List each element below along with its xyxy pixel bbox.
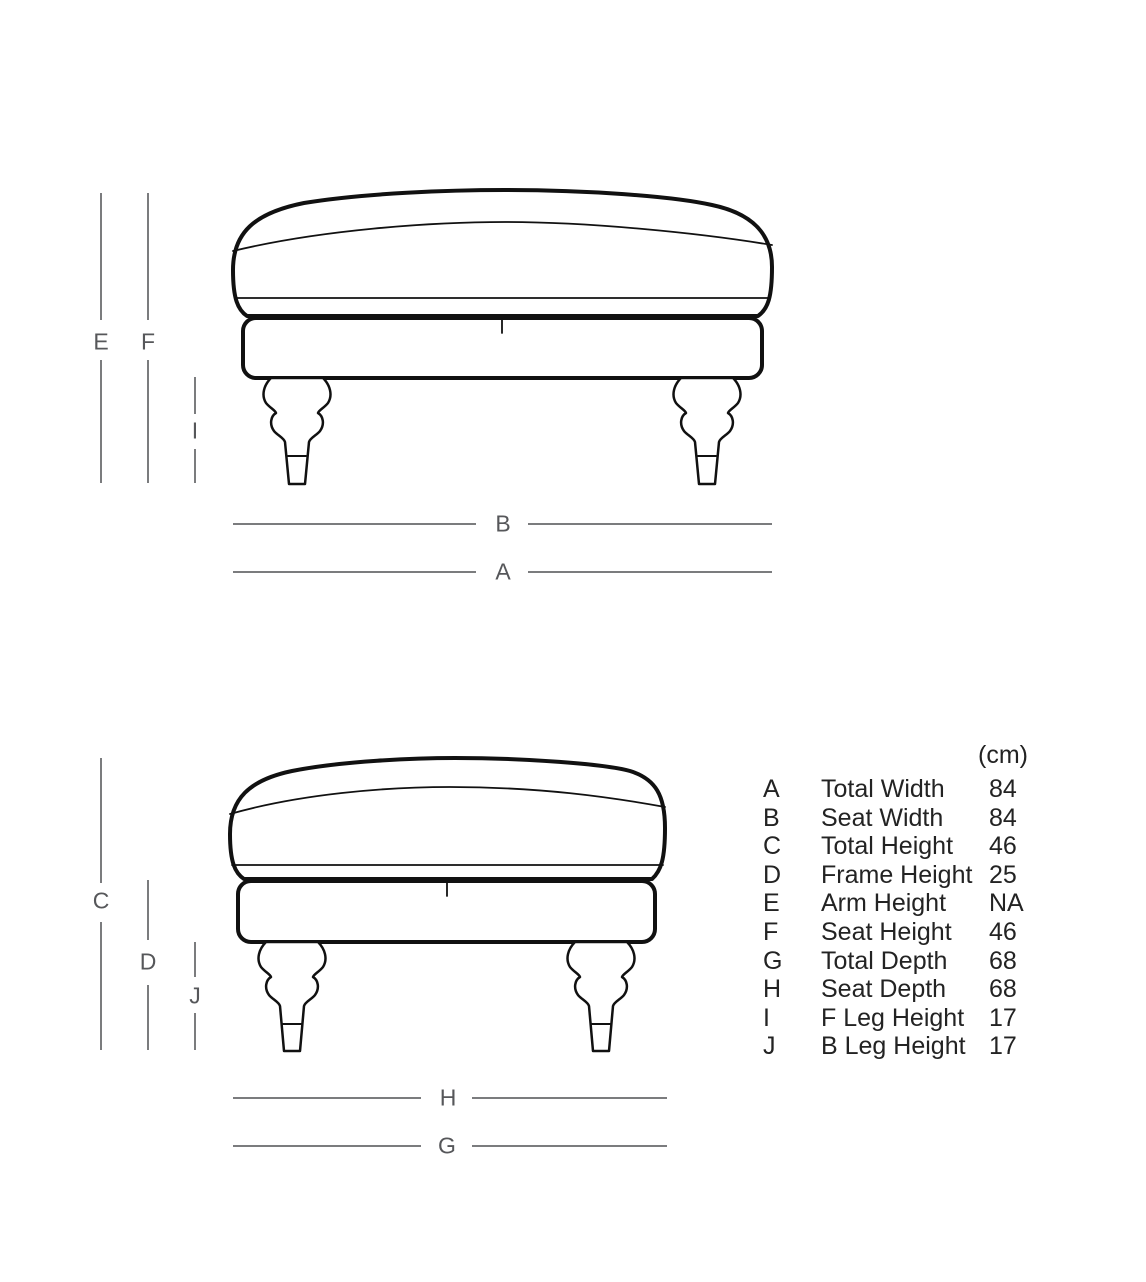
table-row	[763, 889, 1049, 918]
row-key: J	[763, 1032, 776, 1061]
row-label: B Leg Height	[821, 1032, 966, 1061]
row-label: Total Height	[821, 832, 954, 861]
row-value: 25	[989, 860, 1017, 889]
row-value: NA	[989, 889, 1024, 918]
row-label: Total Depth	[821, 946, 948, 975]
table-row	[763, 804, 1049, 833]
row-label: Frame Height	[821, 860, 973, 889]
spec-table	[763, 775, 1049, 1061]
dim-label-i: I	[191, 417, 199, 444]
row-label: F Leg Height	[821, 1003, 965, 1032]
row-value: 84	[989, 775, 1017, 803]
unit-label: (cm)	[978, 741, 1028, 769]
table-row	[763, 975, 1049, 1004]
table-row	[763, 1004, 1049, 1033]
row-key: G	[763, 946, 783, 975]
row-key: I	[763, 1003, 770, 1032]
dim-label-b: B	[495, 510, 511, 537]
row-value: 17	[989, 1003, 1017, 1032]
row-value: 68	[989, 975, 1017, 1004]
dim-label-a: A	[495, 558, 511, 585]
row-label: Seat Height	[821, 917, 952, 946]
table-row	[763, 861, 1049, 890]
row-key: H	[763, 975, 782, 1004]
table-row	[763, 1032, 1049, 1061]
row-value: 46	[989, 832, 1017, 861]
row-value: 68	[989, 946, 1017, 975]
dim-label-d: D	[139, 948, 157, 975]
dim-label-h: H	[439, 1084, 457, 1111]
table-row	[763, 947, 1049, 976]
dim-label-c: C	[92, 887, 110, 914]
row-label: Arm Height	[821, 889, 947, 918]
row-label: Seat Width	[821, 803, 944, 832]
table-row	[763, 775, 1049, 804]
front-view-drawing	[233, 190, 772, 484]
row-value: 17	[989, 1032, 1017, 1061]
row-key: D	[763, 860, 782, 889]
table-row	[763, 832, 1049, 861]
row-label: Total Width	[821, 775, 945, 803]
dim-label-f: F	[140, 328, 156, 355]
row-key: C	[763, 832, 782, 861]
dim-label-e: E	[93, 328, 109, 355]
table-row	[763, 918, 1049, 947]
row-value: 46	[989, 917, 1017, 946]
row-key: E	[763, 889, 780, 918]
row-label: Seat Depth	[821, 975, 947, 1004]
dim-label-g: G	[438, 1132, 456, 1159]
row-key: A	[763, 775, 780, 803]
row-value: 84	[989, 803, 1017, 832]
dim-label-j: J	[189, 982, 201, 1009]
side-view-drawing	[230, 758, 665, 1051]
row-key: F	[763, 917, 779, 946]
row-key: B	[763, 803, 780, 832]
